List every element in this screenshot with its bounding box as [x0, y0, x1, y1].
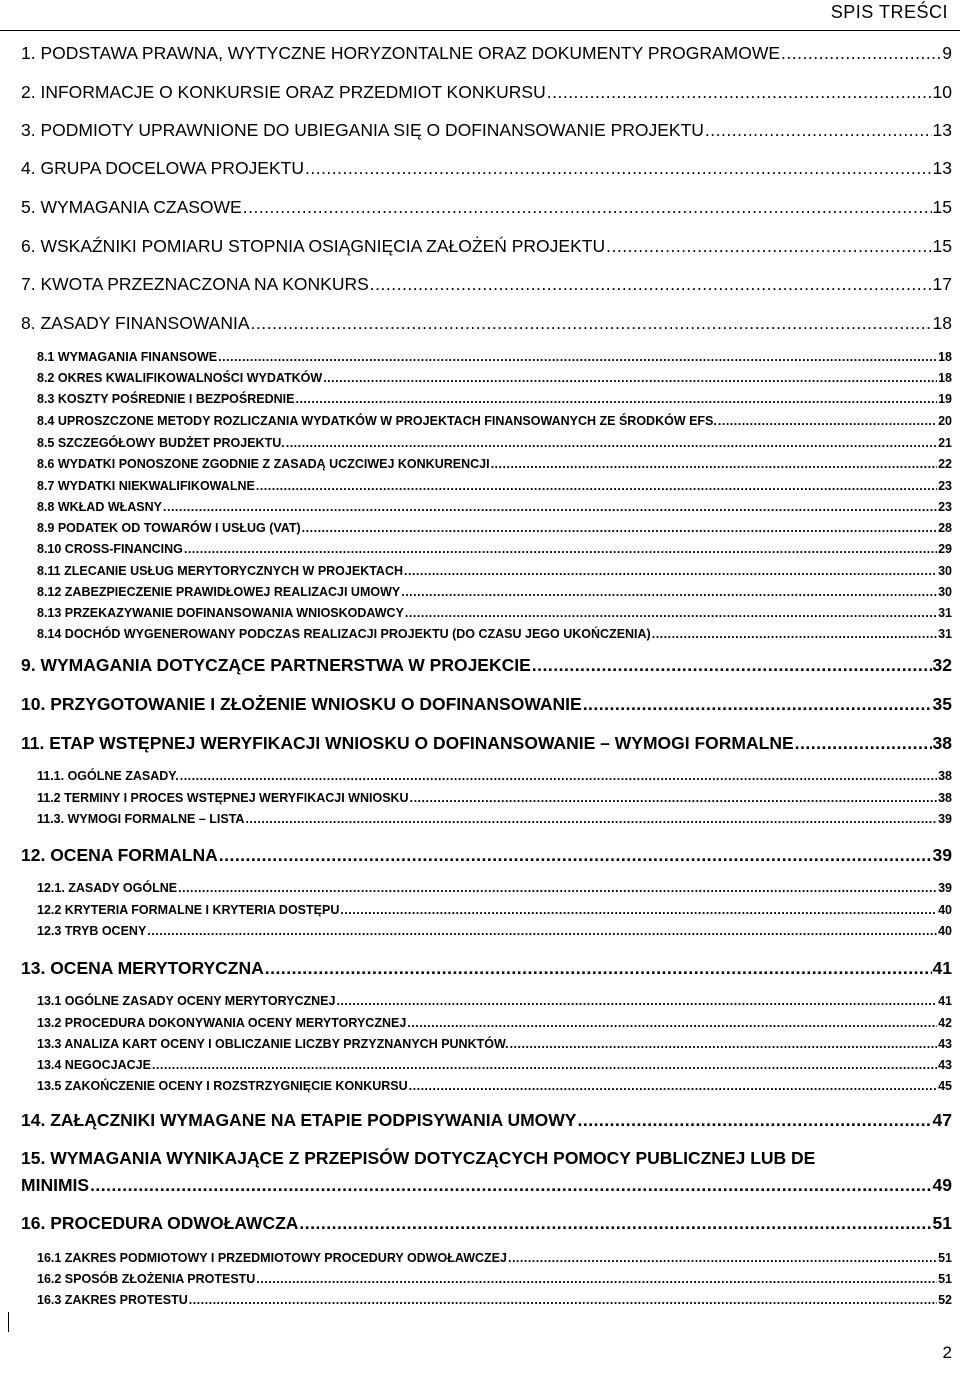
toc-entry-label: 13.4 NEGOCJACJE: [37, 1058, 151, 1072]
toc-entry-page: 31: [938, 606, 952, 620]
toc-entry-label: 13. OCENA MERYTORYCZNA: [21, 958, 264, 978]
toc-entry-label: 3. PODMIOTY UPRAWNIONE DO UBIEGANIA SIĘ O DOFINANSOWANIE PROJEKTU: [21, 120, 704, 140]
toc-dot-leader: [189, 1293, 937, 1307]
toc-entry-label: 8.10 CROSS-FINANCING: [37, 542, 183, 556]
toc-entry-label: 8. ZASADY FINANSOWANIA: [21, 313, 250, 333]
toc-entry[interactable]: [37, 436, 952, 450]
toc-entry-page: 31: [938, 627, 952, 641]
toc-entry-page: 13: [932, 158, 952, 178]
page-title: SPIS TREŚCI: [830, 2, 948, 22]
toc-entry[interactable]: [37, 414, 952, 428]
toc-dot-leader: [265, 958, 932, 978]
toc-entry[interactable]: [37, 627, 952, 641]
toc-entry-label: 13.3 ANALIZA KART OCENY I OBLICZANIE LICZBY PRZYZNANYCH PUNKTÓW.: [37, 1037, 509, 1051]
toc-entry[interactable]: [21, 82, 952, 102]
page-number: 2: [942, 1343, 952, 1362]
toc-dot-leader: [781, 43, 941, 63]
toc-dot-leader: [705, 120, 932, 140]
toc-entry[interactable]: [21, 655, 952, 675]
toc-entry[interactable]: [21, 1110, 952, 1130]
toc-entry[interactable]: [37, 924, 952, 938]
toc-entry-page: 43: [938, 1037, 952, 1051]
toc-entry-page: 51: [938, 1251, 952, 1265]
toc-entry[interactable]: [37, 769, 952, 783]
toc-entry-label: 12. OCENA FORMALNA: [21, 845, 218, 865]
toc-entry[interactable]: [21, 1175, 952, 1195]
toc-entry-label: 6. WSKAŹNIKI POMIARU STOPNIA OSIĄGNIĘCIA ZAŁOŻEŃ PROJEKTU: [21, 236, 606, 256]
toc-dot-leader: [305, 158, 932, 178]
toc-entry[interactable]: [37, 350, 952, 364]
toc-entry-label: 12.2 KRYTERIA FORMALNE I KRYTERIA DOSTĘPU: [37, 903, 340, 917]
toc-entry-page: 19: [938, 392, 952, 406]
toc-entry-label: 16. PROCEDURA ODWOŁAWCZA: [21, 1213, 299, 1233]
toc-entry[interactable]: [37, 1058, 952, 1072]
toc-entry-page: 47: [932, 1110, 952, 1130]
toc-entry[interactable]: [37, 1079, 952, 1093]
toc-entry-page: 40: [938, 903, 952, 917]
toc-entry-label: 14. ZAŁĄCZNIKI WYMAGANE NA ETAPIE PODPISYWANIA UMOWY: [21, 1110, 577, 1130]
toc-entry-page: 28: [938, 521, 952, 535]
toc-entry[interactable]: [21, 958, 952, 978]
toc-dot-leader: [577, 1110, 931, 1130]
toc-entry-label: 8.3 KOSZTY POŚREDNIE I BEZPOŚREDNIE: [37, 392, 295, 406]
toc-dot-leader: [510, 1037, 938, 1051]
toc-dot-leader: [90, 1175, 931, 1195]
toc-entry[interactable]: [37, 585, 952, 599]
toc-entry[interactable]: [37, 392, 952, 406]
toc-entry-label: 16.2 SPOSÓB ZŁOŻENIA PROTESTU: [37, 1272, 256, 1286]
toc-dot-leader: [606, 236, 931, 256]
toc-entry-label: 10. PRZYGOTOWANIE I ZŁOŻENIE WNIOSKU O DOFINANSOWANIE: [21, 694, 582, 714]
toc-entry-label: 13.2 PROCEDURA DOKONYWANIA OCENY MERYTORYCZNEJ: [37, 1016, 407, 1030]
toc-entry[interactable]: [37, 542, 952, 556]
toc-entry[interactable]: [37, 564, 952, 578]
toc-entry-label: 8.13 PRZEKAZYWANIE DOFINANSOWANIA WNIOSKODAWCY: [37, 606, 404, 620]
toc-dot-leader: [409, 1079, 937, 1093]
toc-entry-label: 7. KWOTA PRZEZNACZONA NA KONKURS: [21, 274, 369, 294]
toc-entry[interactable]: [37, 371, 952, 385]
toc-entry[interactable]: [21, 694, 952, 714]
toc-entry-page: 39: [932, 845, 952, 865]
toc-entry-label: 13.5 ZAKOŃCZENIE OCENY I ROZSTRZYGNIĘCIE KONKURSU: [37, 1079, 408, 1093]
toc-entry-page: 49: [932, 1175, 952, 1195]
toc-entry-label: 12.3 TRYB OCENY: [37, 924, 147, 938]
toc-entry-label: 8.4 UPROSZCZONE METODY ROZLICZANIA WYDATKÓW W PROJEKTACH FINANSOWANYCH ZE ŚRODKÓW EFS.: [37, 414, 717, 428]
toc-entry-label: 8.6 WYDATKI PONOSZONE ZGODNIE Z ZASADĄ UCZCIWEJ KONKURENCJI: [37, 457, 490, 471]
toc-entry[interactable]: [21, 1213, 952, 1233]
toc-entry-page: 17: [932, 274, 952, 294]
toc-entry[interactable]: [37, 881, 952, 895]
toc-dot-leader: [508, 1251, 937, 1265]
toc-dot-leader: [583, 694, 932, 714]
toc-dot-leader: [336, 994, 937, 1008]
toc-entry-label: 16.3 ZAKRES PROTESTU: [37, 1293, 188, 1307]
toc-entry-page: 35: [932, 694, 952, 714]
toc-entry-page: 39: [938, 881, 952, 895]
toc-dot-leader: [256, 1272, 937, 1286]
toc-dot-leader: [286, 436, 937, 450]
toc-dot-leader: [652, 627, 937, 641]
toc-entry-label: 8.8 WKŁAD WŁASNY: [37, 500, 162, 514]
toc-entry-page: 32: [932, 655, 952, 675]
toc-dot-leader: [184, 542, 937, 556]
toc-dot-leader: [340, 903, 937, 917]
toc-entry-page: 51: [932, 1213, 952, 1233]
toc-entry[interactable]: [37, 812, 952, 826]
toc-dot-leader: [295, 392, 937, 406]
toc-dot-leader: [243, 197, 932, 217]
toc-entry-label: 8.9 PODATEK OD TOWARÓW I USŁUG (VAT): [37, 521, 301, 535]
toc-entry-label: 13.1 OGÓLNE ZASADY OCENY MERYTORYCZNEJ: [37, 994, 336, 1008]
toc-entry-page: 43: [938, 1058, 952, 1072]
toc-entry-label: 11.2 TERMINY I PROCES WSTĘPNEJ WERYFIKACJI WNIOSKU: [37, 791, 409, 805]
toc-dot-leader: [245, 812, 937, 826]
margin-change-bar: [8, 1312, 9, 1332]
toc-entry-label: 5. WYMAGANIA CZASOWE: [21, 197, 242, 217]
toc-entry-label: 12.1. ZASADY OGÓLNE: [37, 881, 178, 895]
toc-entry-label: 11.3. WYMOGI FORMALNE – LISTA: [37, 812, 245, 826]
toc-entry[interactable]: [37, 994, 952, 1008]
toc-entry[interactable]: [37, 521, 952, 535]
toc-entry[interactable]: [37, 791, 952, 805]
toc-entry[interactable]: [37, 457, 952, 471]
toc-dot-leader: [795, 733, 932, 753]
toc-entry[interactable]: [21, 236, 952, 256]
toc-dot-leader: [491, 457, 938, 471]
toc-entry-page: 45: [938, 1079, 952, 1093]
toc-entry-label: 2. INFORMACJE O KONKURSIE ORAZ PRZEDMIOT KONKURSU: [21, 82, 546, 102]
toc-entry-page: 15: [932, 197, 952, 217]
toc-entry-page: 41: [932, 958, 952, 978]
toc-entry[interactable]: [37, 1251, 952, 1265]
toc-dot-leader: [256, 479, 937, 493]
toc-dot-leader: [152, 1058, 937, 1072]
toc-dot-leader: [178, 881, 937, 895]
toc-entry[interactable]: [21, 120, 952, 140]
toc-entry-label: 8.11 ZLECANIE USŁUG MERYTORYCZNYCH W PROJEKTACH: [37, 564, 404, 578]
toc-entry-page: 18: [932, 313, 952, 333]
toc-entry-page: 9: [942, 43, 952, 63]
toc-entry-page: 30: [938, 564, 952, 578]
toc-entry-page: 21: [938, 436, 952, 450]
toc-entry[interactable]: [37, 903, 952, 917]
toc-entry-label: 16.1 ZAKRES PODMIOTOWY I PRZEDMIOTOWY PROCEDURY ODWOŁAWCZEJ: [37, 1251, 507, 1265]
toc-entry-label: 8.2 OKRES KWALIFIKOWALNOŚCI WYDATKÓW: [37, 371, 323, 385]
toc-dot-leader: [218, 350, 937, 364]
toc-entry-page: 38: [932, 733, 952, 753]
toc-entry[interactable]: [21, 43, 952, 63]
toc-entry[interactable]: [21, 1148, 952, 1168]
toc-dot-leader: [547, 82, 932, 102]
toc-entry-label: 8.1 WYMAGANIA FINANSOWE: [37, 350, 218, 364]
toc-entry-page: 18: [938, 350, 952, 364]
toc-dot-leader: [251, 313, 932, 333]
toc-entry-page: 39: [938, 812, 952, 826]
toc-dot-leader: [219, 845, 932, 865]
toc-entry[interactable]: [21, 845, 952, 865]
toc-entry[interactable]: [37, 606, 952, 620]
toc-entry-label: 8.12 ZABEZPIECZENIE PRAWIDŁOWEJ REALIZACJI UMOWY: [37, 585, 401, 599]
toc-entry-label: MINIMIS: [21, 1175, 90, 1195]
toc-entry-label: 8.7 WYDATKI NIEKWALIFIKOWALNE: [37, 479, 255, 493]
toc-entry-label: 11.1. OGÓLNE ZASADY.: [37, 769, 179, 783]
toc-entry-page: 51: [938, 1272, 952, 1286]
toc-entry-label: 4. GRUPA DOCELOWA PROJEKTU: [21, 158, 304, 178]
toc-dot-leader: [532, 655, 932, 675]
toc-dot-leader: [180, 769, 937, 783]
toc-entry-page: 15: [932, 236, 952, 256]
toc-dot-leader: [163, 500, 937, 514]
toc-dot-leader: [147, 924, 937, 938]
toc-entry-page: 40: [938, 924, 952, 938]
toc-entry[interactable]: [37, 479, 952, 493]
toc-dot-leader: [407, 1016, 937, 1030]
toc-entry[interactable]: [37, 1293, 952, 1307]
toc-dot-leader: [401, 585, 937, 599]
toc-entry[interactable]: [21, 158, 952, 178]
toc-entry[interactable]: [37, 1037, 952, 1051]
toc-entry-page: 22: [938, 457, 952, 471]
header-rule: [0, 30, 960, 31]
toc-entry-page: 29: [938, 542, 952, 556]
toc-dot-leader: [323, 371, 937, 385]
toc-dot-leader: [299, 1213, 931, 1233]
toc-entry[interactable]: [21, 274, 952, 294]
toc-entry[interactable]: [37, 1272, 952, 1286]
toc-dot-leader: [405, 606, 937, 620]
toc-entry-page: 10: [932, 82, 952, 102]
toc-entry-page: 13: [932, 120, 952, 140]
toc-dot-leader: [718, 414, 937, 428]
toc-dot-leader: [404, 564, 937, 578]
toc-entry[interactable]: [37, 1016, 952, 1030]
toc-entry-label: 8.5 SZCZEGÓŁOWY BUDŻET PROJEKTU.: [37, 436, 285, 450]
toc-entry-page: 42: [938, 1016, 952, 1030]
toc-entry-label: 11. ETAP WSTĘPNEJ WERYFIKACJI WNIOSKU O DOFINANSOWANIE – WYMOGI FORMALNE: [21, 733, 794, 753]
toc-entry-label: 1. PODSTAWA PRAWNA, WYTYCZNE HORYZONTALNE ORAZ DOKUMENTY PROGRAMOWE: [21, 43, 781, 63]
toc-entry-page: 18: [938, 371, 952, 385]
toc-dot-leader: [410, 791, 938, 805]
toc-entry-page: 38: [938, 791, 952, 805]
toc-entry-page: 38: [938, 769, 952, 783]
toc-entry-page: 23: [938, 479, 952, 493]
toc-entry[interactable]: [37, 500, 952, 514]
toc-dot-leader: [302, 521, 937, 535]
toc-entry-page: 20: [938, 414, 952, 428]
toc-entry-page: 41: [938, 994, 952, 1008]
toc-entry-page: 30: [938, 585, 952, 599]
toc-entry-label: 8.14 DOCHÓD WYGENEROWANY PODCZAS REALIZACJI PROJEKTU (DO CZASU JEGO UKOŃCZENIA): [37, 627, 651, 641]
toc-entry-page: 23: [938, 500, 952, 514]
toc-entry[interactable]: [21, 313, 952, 333]
toc-entry[interactable]: [21, 733, 952, 753]
toc-entry-label: 15. WYMAGANIA WYNIKAJĄCE Z PRZEPISÓW DOTYCZĄCYCH POMOCY PUBLICZNEJ LUB DE: [21, 1148, 816, 1168]
toc-entry-label: 9. WYMAGANIA DOTYCZĄCE PARTNERSTWA W PROJEKCIE: [21, 655, 531, 675]
toc-dot-leader: [370, 274, 932, 294]
toc-entry[interactable]: [21, 197, 952, 217]
toc-entry-page: 52: [938, 1293, 952, 1307]
